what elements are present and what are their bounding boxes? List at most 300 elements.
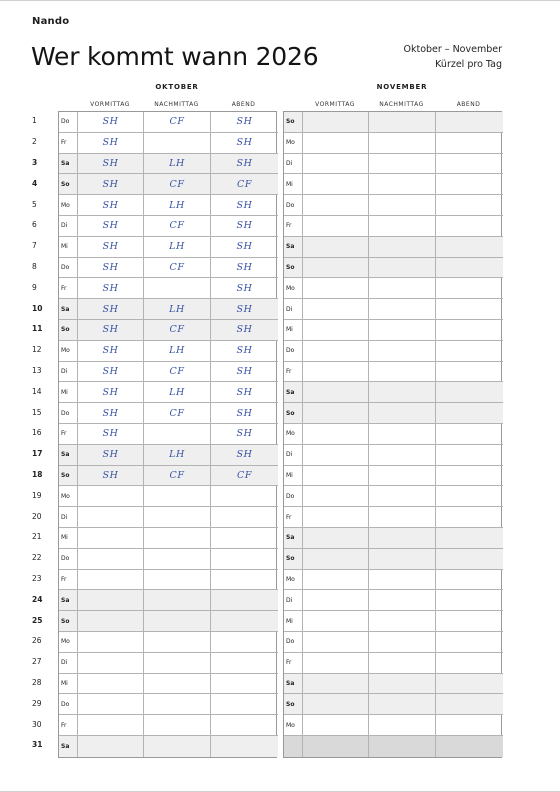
initials-entry: SH: [236, 157, 253, 169]
column-header-vormittag: VORMITTAG: [315, 101, 355, 108]
day-number: 12: [32, 345, 42, 355]
oktober-abend-cell[interactable]: [211, 424, 278, 445]
november-abend-cell[interactable]: [436, 278, 503, 299]
weekday-label: Sa: [59, 736, 78, 757]
weekday-label: Mi: [284, 320, 303, 341]
oktober-vormittag-cell[interactable]: [78, 570, 144, 591]
november-nachmittag-cell[interactable]: [369, 174, 436, 195]
oktober-nachmittag-cell[interactable]: [144, 154, 211, 175]
day-number: 8: [32, 262, 37, 271]
initials-entry: CF: [169, 220, 185, 232]
november-abend-cell: [436, 736, 503, 757]
oktober-abend-cell[interactable]: [211, 611, 278, 632]
weekday-label: So: [59, 611, 78, 632]
day-number: 13: [32, 366, 42, 375]
day-number: 16: [32, 428, 42, 438]
november-nachmittag-cell[interactable]: [369, 403, 436, 424]
weekday-label: Di: [284, 299, 303, 320]
initials-entry: SH: [102, 428, 119, 440]
initials-entry: SH: [102, 157, 119, 169]
oktober-vormittag-cell[interactable]: [78, 195, 144, 216]
november-vormittag-cell[interactable]: [303, 112, 369, 133]
initials-entry: CF: [169, 365, 185, 377]
weekday-label: Do: [284, 486, 303, 507]
weekday-label: Di: [59, 362, 78, 383]
oktober-abend-cell[interactable]: [211, 195, 278, 216]
initials-entry: SH: [236, 407, 253, 419]
november-vormittag-cell[interactable]: [303, 362, 369, 383]
page-title: Wer kommt wann 2026: [31, 42, 319, 71]
oktober-nachmittag-cell[interactable]: [144, 528, 211, 549]
initials-entry: SH: [236, 365, 253, 377]
november-vormittag-cell[interactable]: [303, 341, 369, 362]
oktober-abend-cell[interactable]: [211, 362, 278, 383]
weekday-label: So: [284, 258, 303, 279]
oktober-nachmittag-cell[interactable]: [144, 174, 211, 195]
november-vormittag-cell[interactable]: [303, 715, 369, 736]
november-vormittag-cell[interactable]: [303, 653, 369, 674]
oktober-nachmittag-cell[interactable]: [144, 549, 211, 570]
oktober-vormittag-cell[interactable]: [78, 507, 144, 528]
oktober-abend-cell[interactable]: [211, 445, 278, 466]
oktober-nachmittag-cell[interactable]: [144, 299, 211, 320]
november-abend-cell[interactable]: [436, 528, 503, 549]
initials-entry: SH: [102, 282, 119, 294]
oktober-vormittag-cell[interactable]: [78, 653, 144, 674]
oktober-nachmittag-cell[interactable]: [144, 632, 211, 653]
initials-entry: SH: [236, 428, 253, 440]
november-nachmittag-cell[interactable]: [369, 694, 436, 715]
november-abend-cell[interactable]: [436, 590, 503, 611]
initials-entry: SH: [236, 324, 253, 336]
weekday-label: Fr: [284, 507, 303, 528]
oktober-abend-cell[interactable]: [211, 507, 278, 528]
november-abend-cell[interactable]: [436, 299, 503, 320]
weekday-label: Fr: [284, 653, 303, 674]
initials-entry: SH: [102, 199, 119, 211]
november-vormittag-cell[interactable]: [303, 632, 369, 653]
oktober-abend-cell[interactable]: [211, 466, 278, 487]
november-abend-cell[interactable]: [436, 362, 503, 383]
oktober-nachmittag-cell[interactable]: [144, 590, 211, 611]
oktober-abend-cell[interactable]: [211, 341, 278, 362]
november-vormittag-cell[interactable]: [303, 382, 369, 403]
november-nachmittag-cell[interactable]: [369, 715, 436, 736]
oktober-abend-cell[interactable]: [211, 570, 278, 591]
weekday-label: Fr: [284, 362, 303, 383]
initials-entry: SH: [236, 199, 253, 211]
weekday-label: Do: [59, 549, 78, 570]
november-abend-cell[interactable]: [436, 694, 503, 715]
november-nachmittag-cell[interactable]: [369, 278, 436, 299]
november-abend-cell[interactable]: [436, 611, 503, 632]
initials-entry: LH: [169, 241, 185, 253]
initials-entry: SH: [102, 241, 119, 253]
initials-entry: CF: [236, 469, 253, 481]
initials-entry: LH: [169, 303, 185, 315]
day-number: 27: [32, 657, 42, 667]
november-abend-cell[interactable]: [436, 216, 503, 237]
weekday-label: So: [59, 466, 78, 487]
initials-entry: SH: [236, 116, 253, 128]
oktober-nachmittag-cell[interactable]: [144, 466, 211, 487]
oktober-nachmittag-cell[interactable]: [144, 736, 211, 757]
column-header-nachmittag: NACHMITTAG: [154, 101, 199, 108]
oktober-vormittag-cell[interactable]: [78, 362, 144, 383]
brand-name: Nando: [32, 16, 70, 27]
weekday-label: Mi: [284, 611, 303, 632]
weekday-label: Do: [284, 632, 303, 653]
oktober-nachmittag-cell[interactable]: [144, 694, 211, 715]
oktober-vormittag-cell[interactable]: [78, 237, 144, 258]
november-nachmittag-cell[interactable]: [369, 611, 436, 632]
initials-entry: SH: [102, 469, 119, 481]
day-number: 23: [32, 574, 42, 583]
weekday-label: Mo: [284, 133, 303, 154]
initials-entry: CF: [169, 116, 185, 128]
november-nachmittag-cell[interactable]: [369, 258, 436, 279]
initials-entry: SH: [236, 345, 253, 357]
day-number: 31: [32, 740, 43, 750]
oktober-vormittag-cell[interactable]: [78, 445, 144, 466]
day-number: 21: [32, 532, 42, 542]
oktober-abend-cell[interactable]: [211, 278, 278, 299]
oktober-nachmittag-cell[interactable]: [144, 674, 211, 695]
november-vormittag-cell[interactable]: [303, 486, 369, 507]
oktober-nachmittag-cell[interactable]: [144, 341, 211, 362]
oktober-abend-cell[interactable]: [211, 653, 278, 674]
initials-entry: LH: [169, 449, 185, 461]
weekday-label: Sa: [284, 382, 303, 403]
weekday-label: Do: [59, 258, 78, 279]
initials-entry: SH: [102, 407, 119, 419]
weekday-label: Mi: [59, 382, 78, 403]
day-number: 11: [32, 324, 43, 334]
november-nachmittag-cell[interactable]: [369, 112, 436, 133]
oktober-vormittag-cell[interactable]: [78, 403, 144, 424]
november-vormittag-cell[interactable]: [303, 445, 369, 466]
column-header-abend: ABEND: [456, 101, 481, 108]
weekday-label: Mi: [284, 174, 303, 195]
oktober-nachmittag-cell[interactable]: [144, 112, 211, 133]
initials-entry: LH: [169, 386, 185, 398]
weekday-label: Mo: [59, 341, 78, 362]
november-vormittag-cell[interactable]: [303, 466, 369, 487]
november-nachmittag-cell[interactable]: [369, 341, 436, 362]
oktober-nachmittag-cell[interactable]: [144, 237, 211, 258]
day-number: 4: [32, 178, 38, 188]
oktober-vormittag-cell[interactable]: [78, 528, 144, 549]
november-nachmittag-cell[interactable]: [369, 237, 436, 258]
november-vormittag-cell[interactable]: [303, 174, 369, 195]
initials-entry: SH: [102, 303, 119, 315]
oktober-nachmittag-cell[interactable]: [144, 715, 211, 736]
column-header-abend: ABEND: [231, 101, 256, 108]
november-abend-cell[interactable]: [436, 341, 503, 362]
oktober-vormittag-cell[interactable]: [78, 736, 144, 757]
oktober-abend-cell[interactable]: [211, 258, 278, 279]
november-abend-cell[interactable]: [436, 403, 503, 424]
initials-entry: LH: [169, 157, 185, 169]
november-abend-cell[interactable]: [436, 195, 503, 216]
oktober-nachmittag-cell[interactable]: [144, 362, 211, 383]
weekday-label: Fr: [59, 133, 78, 154]
initials-entry: SH: [236, 282, 253, 294]
november-vormittag-cell[interactable]: [303, 278, 369, 299]
initials-entry: LH: [169, 199, 185, 211]
oktober-nachmittag-cell[interactable]: [144, 320, 211, 341]
oktober-nachmittag-cell[interactable]: [144, 507, 211, 528]
november-abend-cell[interactable]: [436, 112, 503, 133]
november-nachmittag-cell[interactable]: [369, 590, 436, 611]
month-title-november: NOVEMBER: [376, 83, 428, 91]
oktober-vormittag-cell[interactable]: [78, 112, 144, 133]
november-nachmittag-cell[interactable]: [369, 133, 436, 154]
day-number: 26: [32, 636, 42, 646]
november-vormittag-cell[interactable]: [303, 611, 369, 632]
day-number: 19: [32, 490, 42, 500]
oktober-abend-cell[interactable]: [211, 486, 278, 507]
november-abend-cell[interactable]: [436, 715, 503, 736]
oktober-abend-cell[interactable]: [211, 528, 278, 549]
november-vormittag-cell[interactable]: [303, 403, 369, 424]
oktober-vormittag-cell[interactable]: [78, 694, 144, 715]
initials-entry: SH: [236, 241, 253, 253]
initials-entry: SH: [236, 261, 253, 273]
weekday-label: Sa: [59, 154, 78, 175]
november-nachmittag-cell[interactable]: [369, 632, 436, 653]
oktober-abend-cell[interactable]: [211, 133, 278, 154]
november-abend-cell[interactable]: [436, 237, 503, 258]
november-vormittag-cell[interactable]: [303, 528, 369, 549]
november-vormittag-cell[interactable]: [303, 507, 369, 528]
oktober-vormittag-cell[interactable]: [78, 715, 144, 736]
initials-entry: SH: [236, 303, 253, 315]
november-abend-cell[interactable]: [436, 154, 503, 175]
oktober-abend-cell[interactable]: [211, 216, 278, 237]
november-vormittag-cell[interactable]: [303, 424, 369, 445]
weekday-label: Sa: [284, 674, 303, 695]
oktober-nachmittag-cell[interactable]: [144, 486, 211, 507]
weekday-label: Di: [59, 507, 78, 528]
oktober-vormittag-cell[interactable]: [78, 174, 144, 195]
oktober-abend-cell[interactable]: [211, 299, 278, 320]
oktober-vormittag-cell[interactable]: [78, 549, 144, 570]
november-abend-cell[interactable]: [436, 507, 503, 528]
oktober-nachmittag-cell[interactable]: [144, 611, 211, 632]
oktober-vormittag-cell[interactable]: [78, 674, 144, 695]
november-nachmittag-cell[interactable]: [369, 674, 436, 695]
oktober-abend-cell[interactable]: [211, 549, 278, 570]
oktober-vormittag-cell[interactable]: [78, 258, 144, 279]
column-header-nachmittag: NACHMITTAG: [379, 101, 424, 108]
oktober-abend-cell[interactable]: [211, 112, 278, 133]
november-vormittag-cell[interactable]: [303, 674, 369, 695]
november-abend-cell[interactable]: [436, 486, 503, 507]
november-abend-cell[interactable]: [436, 320, 503, 341]
weekday-label: Mi: [59, 528, 78, 549]
day-number: 7: [32, 241, 37, 251]
november-nachmittag-cell[interactable]: [369, 382, 436, 403]
oktober-vormittag-cell[interactable]: [78, 278, 144, 299]
november-vormittag-cell[interactable]: [303, 320, 369, 341]
oktober-vormittag-cell[interactable]: [78, 632, 144, 653]
november-abend-cell[interactable]: [436, 258, 503, 279]
oktober-abend-cell[interactable]: [211, 154, 278, 175]
november-vormittag-cell[interactable]: [303, 549, 369, 570]
weekday-label: So: [284, 403, 303, 424]
oktober-vormittag-cell[interactable]: [78, 320, 144, 341]
day-number: 2: [32, 137, 37, 147]
november-vormittag-cell[interactable]: [303, 195, 369, 216]
oktober-nachmittag-cell[interactable]: [144, 195, 211, 216]
initials-entry: CF: [169, 261, 185, 273]
november-nachmittag-cell[interactable]: [369, 507, 436, 528]
november-vormittag-cell[interactable]: [303, 299, 369, 320]
november-abend-cell[interactable]: [436, 632, 503, 653]
oktober-nachmittag-cell[interactable]: [144, 258, 211, 279]
november-vormittag-cell[interactable]: [303, 570, 369, 591]
oktober-vormittag-cell[interactable]: [78, 154, 144, 175]
oktober-vormittag-cell[interactable]: [78, 590, 144, 611]
november-vormittag-cell[interactable]: [303, 216, 369, 237]
weekday-label: Sa: [284, 237, 303, 258]
november-nachmittag-cell[interactable]: [369, 424, 436, 445]
oktober-nachmittag-cell[interactable]: [144, 424, 211, 445]
november-vormittag-cell[interactable]: [303, 258, 369, 279]
initials-entry: SH: [102, 220, 119, 232]
weekday-label: So: [284, 549, 303, 570]
oktober-vormittag-cell[interactable]: [78, 466, 144, 487]
weekday-label: Fr: [284, 216, 303, 237]
initials-entry: SH: [102, 261, 119, 273]
november-nachmittag-cell[interactable]: [369, 486, 436, 507]
oktober-abend-cell[interactable]: [211, 694, 278, 715]
day-number: 6: [32, 220, 37, 230]
oktober-vormittag-cell[interactable]: [78, 341, 144, 362]
november-nachmittag-cell[interactable]: [369, 653, 436, 674]
weekday-label: Fr: [59, 278, 78, 299]
november-abend-cell[interactable]: [436, 133, 503, 154]
november-nachmittag-cell[interactable]: [369, 362, 436, 383]
november-nachmittag-cell: [369, 736, 436, 757]
day-number: 5: [32, 199, 37, 209]
weekday-label: Do: [59, 694, 78, 715]
november-abend-cell[interactable]: [436, 653, 503, 674]
day-number: 24: [32, 594, 43, 604]
day-number: 20: [32, 511, 42, 521]
weekday-label: Mo: [59, 195, 78, 216]
oktober-nachmittag-cell[interactable]: [144, 445, 211, 466]
november-vormittag-cell[interactable]: [303, 237, 369, 258]
initials-entry: SH: [236, 137, 253, 149]
weekday-label: Di: [59, 216, 78, 237]
november-nachmittag-cell[interactable]: [369, 549, 436, 570]
oktober-nachmittag-cell[interactable]: [144, 403, 211, 424]
oktober-abend-cell[interactable]: [211, 736, 278, 757]
oktober-vormittag-cell[interactable]: [78, 382, 144, 403]
november-abend-cell[interactable]: [436, 445, 503, 466]
november-vormittag-cell: [303, 736, 369, 757]
oktober-vormittag-cell[interactable]: [78, 424, 144, 445]
weekday-label: Sa: [59, 590, 78, 611]
schedule-grid-oktober: [58, 111, 277, 758]
weekday-label: Do: [284, 195, 303, 216]
oktober-vormittag-cell[interactable]: [78, 133, 144, 154]
november-abend-cell[interactable]: [436, 549, 503, 570]
oktober-vormittag-cell[interactable]: [78, 299, 144, 320]
oktober-abend-cell[interactable]: [211, 403, 278, 424]
oktober-nachmittag-cell[interactable]: [144, 278, 211, 299]
weekday-label: Mo: [284, 570, 303, 591]
initials-entry: SH: [102, 178, 119, 190]
oktober-abend-cell[interactable]: [211, 320, 278, 341]
november-abend-cell[interactable]: [436, 570, 503, 591]
weekday-label: So: [284, 694, 303, 715]
weekday-label: Fr: [59, 424, 78, 445]
oktober-nachmittag-cell[interactable]: [144, 570, 211, 591]
november-nachmittag-cell[interactable]: [369, 320, 436, 341]
november-vormittag-cell[interactable]: [303, 694, 369, 715]
november-abend-cell[interactable]: [436, 424, 503, 445]
initials-entry: SH: [102, 324, 119, 336]
oktober-nachmittag-cell[interactable]: [144, 382, 211, 403]
initials-entry: CF: [169, 324, 185, 336]
weekday-label: [284, 736, 303, 757]
november-abend-cell[interactable]: [436, 382, 503, 403]
initials-entry: CF: [169, 469, 185, 481]
oktober-nachmittag-cell[interactable]: [144, 216, 211, 237]
oktober-vormittag-cell[interactable]: [78, 486, 144, 507]
day-number: 10: [32, 303, 43, 313]
november-nachmittag-cell[interactable]: [369, 466, 436, 487]
oktober-vormittag-cell[interactable]: [78, 611, 144, 632]
november-nachmittag-cell[interactable]: [369, 216, 436, 237]
initials-entry: SH: [236, 449, 253, 461]
oktober-abend-cell[interactable]: [211, 632, 278, 653]
weekday-label: So: [59, 174, 78, 195]
november-vormittag-cell[interactable]: [303, 133, 369, 154]
november-abend-cell[interactable]: [436, 174, 503, 195]
oktober-nachmittag-cell[interactable]: [144, 653, 211, 674]
column-header-vormittag: VORMITTAG: [90, 101, 130, 108]
oktober-abend-cell[interactable]: [211, 174, 278, 195]
november-nachmittag-cell[interactable]: [369, 154, 436, 175]
initials-entry: SH: [102, 345, 119, 357]
oktober-abend-cell[interactable]: [211, 715, 278, 736]
november-abend-cell[interactable]: [436, 674, 503, 695]
november-abend-cell[interactable]: [436, 466, 503, 487]
initials-entry: LH: [169, 345, 185, 357]
oktober-abend-cell[interactable]: [211, 382, 278, 403]
november-nachmittag-cell[interactable]: [369, 528, 436, 549]
oktober-nachmittag-cell[interactable]: [144, 133, 211, 154]
initials-entry: SH: [102, 386, 119, 398]
oktober-abend-cell[interactable]: [211, 237, 278, 258]
november-nachmittag-cell[interactable]: [369, 195, 436, 216]
oktober-abend-cell[interactable]: [211, 590, 278, 611]
november-nachmittag-cell[interactable]: [369, 445, 436, 466]
oktober-vormittag-cell[interactable]: [78, 216, 144, 237]
november-vormittag-cell[interactable]: [303, 154, 369, 175]
day-number: 30: [32, 719, 42, 729]
oktober-abend-cell[interactable]: [211, 674, 278, 695]
november-vormittag-cell[interactable]: [303, 590, 369, 611]
day-number: 9: [32, 282, 37, 292]
november-nachmittag-cell[interactable]: [369, 570, 436, 591]
day-number: 15: [32, 407, 42, 417]
november-nachmittag-cell[interactable]: [369, 299, 436, 320]
